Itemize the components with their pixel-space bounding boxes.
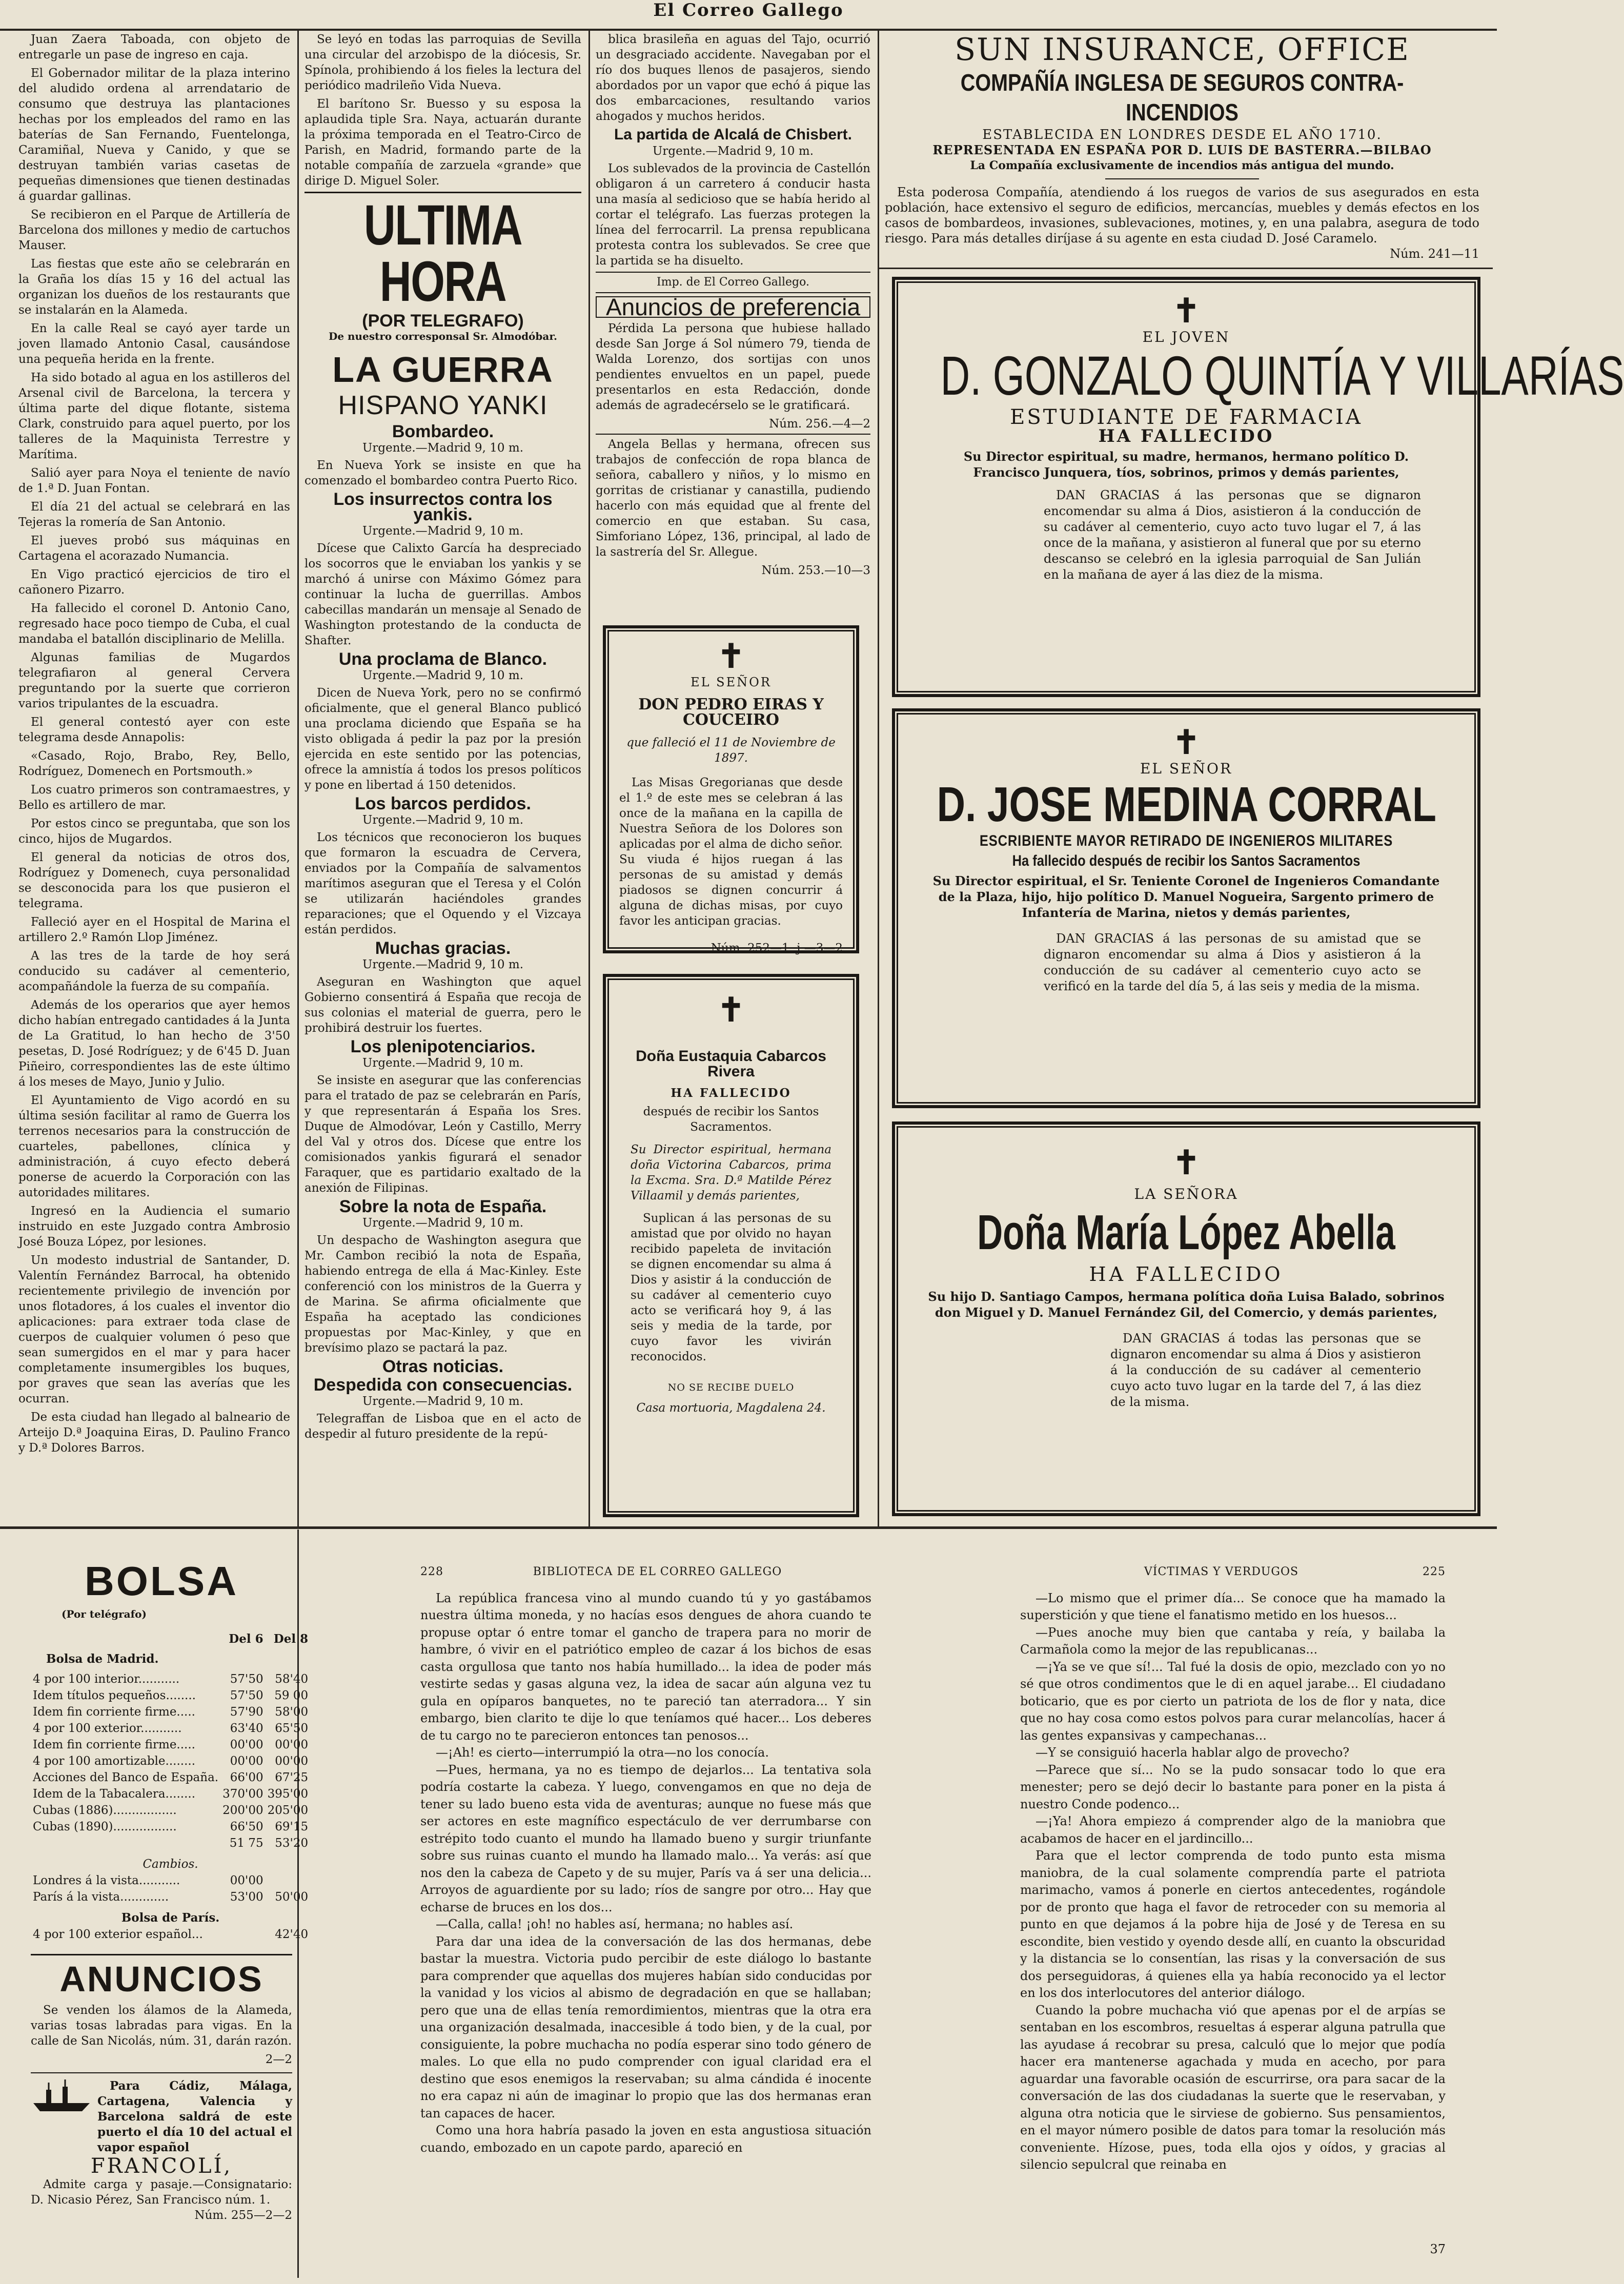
novel-paragraph: —Pues anoche muy bien que cantaba y reía, y bailaba la Carmañola como la mejor de las republicanas...: [1020, 1625, 1446, 1657]
hispano-yanki-heading: HISPANO YANKI: [338, 391, 548, 420]
novel-left-page-number: 228: [420, 1565, 443, 1578]
bolsa-paris: Bolsa de París.: [121, 1911, 220, 1925]
ship-icon: [31, 2078, 92, 2114]
rule: [878, 268, 1493, 269]
ultima-hora-heading: ULTIMA HORA: [363, 194, 522, 313]
bolsa-label: 4 por 100 exterior...........: [33, 1722, 182, 1735]
cabarcos-casa: Casa mortuoria, Magdalena 24.: [636, 1401, 826, 1415]
bolsa-label: Acciones del Banco de España.: [33, 1771, 219, 1784]
table-row: [31, 1720, 310, 1737]
novel-paragraph: —Y se consiguió hacerla hablar algo de provecho?: [1036, 1745, 1350, 1760]
lopez-name: Doña María López Abella: [977, 1205, 1395, 1260]
bolsa-value: 59 00: [274, 1689, 309, 1702]
la-guerra-heading: LA GUERRA: [332, 350, 554, 390]
alcala-heading: La partida de Alcalá de Chisbert.: [614, 126, 852, 143]
novel-page-left: [420, 1563, 871, 2266]
masthead: El Correo Gallego: [653, 0, 844, 21]
compania-title: COMPAÑÍA INGLESA DE SEGUROS CONTRA-INCENDIOS: [960, 69, 1404, 126]
table-row: [31, 1802, 310, 1819]
obituary-eiras: [603, 625, 859, 953]
bolsa-value: 67'25: [275, 1771, 309, 1784]
section-body: Dícese que Calixto García ha despreciado los socorros que le enviaban los yankis y se marchó á unirse con Máximo Gómez para continuar la lucha de guerrillas. Ambos cabecillas mandarán un mensaje al Senado de Washington protestando de la conducta de Shafter.: [304, 542, 581, 647]
anuncios-ship-name: FRANCOLÍ,: [90, 2154, 233, 2178]
bolsa-header: Del 8: [273, 1632, 309, 1646]
bolsa-cambios: Cambios.: [143, 1858, 198, 1871]
news-paragraph: El jueves probó sus máquinas en Cartagena el acorazado Numancia.: [18, 534, 290, 563]
sun-title: SUN INSURANCE, OFFICE: [955, 32, 1410, 68]
section-dateline: Urgente.—Madrid 9, 10 m.: [362, 1216, 523, 1230]
news-paragraph: A las tres de la tarde de hoy será conducido su cadáver al cementerio, acompañándole la fuerza de su compañía.: [18, 949, 290, 993]
bolsa-label: Cubas (1890).................: [33, 1820, 177, 1833]
section-heading: Despedida con consecuencias.: [313, 1375, 573, 1395]
news-paragraph: Salió ayer para Noya el teniente de navío de 1.ª D. Juan Fontan.: [18, 466, 290, 495]
news-paragraph: Ha sido botado al agua en los astilleros del Arsenal civil de Barcelona, la tercera y última parte del dique flotante, sistema Clark, construido para aquel puerto, por los talleres de la Maquinista Terrestre y Marítima.: [18, 371, 290, 461]
section-body: Los técnicos que reconocieron los buques que formaron la escuadra de Cervera, enviados por la Compañía de salvamentos marítimos aseguran que el Teresa y el Colón se utilizarán haciéndoles grandes reparaciones; que el Oquendo y el Vizcaya están perdidos.: [304, 831, 581, 936]
bolsa-value: 66'50: [230, 1820, 263, 1833]
table-row: [31, 1889, 310, 1905]
bolsa-value: 00'00: [275, 1755, 309, 1768]
quintia-el-joven: EL JOVEN: [1142, 329, 1230, 345]
news-paragraph: El general contestó ayer con este telegrama desde Annapolis:: [18, 716, 290, 744]
bolsa-label: Idem títulos pequeños........: [33, 1689, 196, 1702]
section-heading: Una proclama de Blanco.: [338, 649, 547, 669]
bolsa-value: 57'50: [230, 1689, 263, 1702]
novel-right-header: VÍCTIMAS Y VERDUGOS: [1144, 1565, 1299, 1578]
section-dateline: Urgente.—Madrid 9, 10 m.: [362, 669, 523, 682]
section-body: Un despacho de Washington asegura que Mr. Cambon recibió la nota de España, habiendo entrega de ella á Mac-Kinley. Este conferenció con los ministros de la Guerra y de Marina. Se afirma oficialmente que España ha aceptado las condiciones propuestas por Mac-Kinley, y que en brevísimo plazo se pactará la paz.: [304, 1234, 581, 1355]
novel-page-right: [1020, 1563, 1446, 2276]
bolsa-value: 57'50: [230, 1673, 263, 1686]
obituary-lopez: [892, 1121, 1480, 1516]
bolsa-value: 58'00: [275, 1705, 309, 1719]
bolsa-value: 00'00: [275, 1738, 309, 1751]
section-heading: Sobre la nota de España.: [339, 1197, 547, 1216]
section-heading: Bombardeo.: [392, 422, 494, 441]
novel-paragraph: Cuando la pobre muchacha vió que apenas por el de arpías se sentaban en los escombros, resueltas á esperar alguna patrulla que las ayudase á recobrar su presa, calculó que lo mejor que podía hacer era mantenerse agachada y muda en acecho, por para aguardar una favorable ocasión de escurrirse, ora para sacar de la conversación de las dos ciudadanas la suerte que le reservaban, y alguna otra noticia que le sirviese de gobierno. Sus pensamientos, en el mayor número posible de datos para tomar la resolución más conveniente. Hízose, pues, toda ella ojos y oídos, y gracias al silencio sepulcral que reinaba en: [1020, 2003, 1446, 2172]
cross-icon: ✝: [1172, 292, 1200, 330]
cabarcos-fallecido: HA FALLECIDO: [671, 1086, 791, 1100]
eiras-title: EL SEÑOR: [691, 675, 772, 689]
bolsa-label: Londres á la vista...........: [33, 1874, 180, 1887]
bolsa-value: 69'15: [275, 1820, 309, 1833]
cabarcos-body: Suplican á las personas de su amistad que por olvido no hayan recibido papeleta de invitación se dignen encomendar su alma á Dios y asistir á la conducción de su cadáver al cementerio cuyo acto se verificará hoy 9, á las seis y media de la tarde, por cuyo favor les vivirán reconocidos.: [631, 1212, 831, 1363]
cross-icon: ✝: [717, 991, 745, 1029]
bolsa-value: 00'00: [230, 1755, 263, 1768]
anuncios-venta-number: 2—2: [265, 2053, 292, 2066]
medina-escribiente: ESCRIBIENTE MAYOR RETIRADO DE INGENIEROS MILITARES: [979, 832, 1393, 849]
bolsa-value: 58'40: [275, 1673, 309, 1686]
table-row: [31, 1786, 310, 1802]
section-body: En Nueva York se insiste en que ha comenzado el bombardeo contra Puerto Rico.: [304, 459, 581, 487]
news-paragraph: Por estos cinco se preguntaba, que son los cinco, hijos de Mugardos.: [18, 817, 290, 846]
sun-insurance-ad: [885, 32, 1479, 273]
section-body: Telegraffan de Lisboa que en el acto de despedir al futuro presidente de la repú-: [304, 1412, 581, 1441]
section-dateline: Urgente.—Madrid 9, 10 m.: [362, 524, 523, 538]
novel-paragraph: —Pues, hermana, ya no es tiempo de dejarlos... La tentativa sola podría costarte la cabeza. Y luego, convengamos en que no deja de tener su lado bueno esta vida de aventuras; aunque no fuese más que ser actores en este magnífico espectáculo de ver derrumbarse con estrépito todo cuanto el mundo ha llamado bueno y surgir triunfante sobre sus ruinas cuanto el mundo ha llamado malo... Ya verás: así que nos den la cabeza de Capeto y de su mujer, París va á ser una delicia... Arroyos de aguardiente por su lado; ríos de sangre por otro... Hay que echarse de bruces en los dos...: [420, 1762, 871, 1914]
news-paragraph: Las fiestas que este año se celebrarán en la Graña los días 15 y 16 del actual las organizan los dueños de los restaurants que se instalarán en la Alameda.: [18, 257, 290, 317]
exclusivamente: La Compañía exclusivamente de incendios más antigua del mundo.: [970, 159, 1394, 172]
novel-paragraph: —Lo mismo que el primer día... Se conoce que ha mamado la superstición y que tiene el fanatismo metido en los huesos...: [1020, 1590, 1446, 1622]
quintia-name: D. GONZALO QUINTÍA Y VILLARÍAS: [940, 344, 1624, 406]
section-dateline: Urgente.—Madrid 9, 10 m.: [362, 1395, 523, 1408]
eiras-name: DON PEDRO EIRAS Y COUCEIRO: [638, 696, 824, 729]
bolsa-section: [31, 1558, 309, 2276]
cabarcos-after: después de recibir los Santos Sacramentos.: [643, 1105, 819, 1134]
imprenta: Imp. de El Correo Gallego.: [657, 276, 809, 289]
novel-paragraph: Para que el lector comprenda de todo punto esta misma maniobra, de la cual solamente comprendía parte el patriota marimacho, vamos á ponerle en ciertos antecedentes, rogándole por de pronto que haga el favor de retroceder con su memoria al punto en que dejamos á la pobre hija de José y de Teresa en su escondite, bien vestido y oyendo desde allí, en cuanto la obscuridad y la distancia se lo consentían, las risas y la conversación de sus dos perseguidoras, á quienes ella ya había reconocido ya el lector en los dos interlocutores del anterior diálogo.: [1020, 1848, 1446, 2000]
news-paragraph: Un modesto industrial de Santander, D. Valentín Fernández Barrocal, ha obtenido recientemente privilegio de invención por unos flotadores, á los cuales el inventor dio aplicaciones: para extraer toda clase de cuerpos de cualquier volumen ó peso que sean sumergidos en el mar y para hacer completamente insumergibles los buques, por graves que sean las averías que les ocurran.: [18, 1254, 290, 1405]
section-heading: Otras noticias.: [382, 1357, 504, 1376]
lopez-la-senora: LA SEÑORA: [1134, 1186, 1239, 1202]
news-paragraph: «Casado, Rojo, Brabo, Rey, Bello, Rodríguez, Domenech en Portsmouth.»: [18, 749, 290, 778]
anuncios-venta: Se venden los álamos de la Alameda, varias tosas labradas para vigas. En la calle de San Nicolás, núm. 31, darán razón.: [31, 2004, 292, 2048]
bolsa-value: [220, 1926, 266, 1943]
bolsa-label: 4 por 100 interior...........: [33, 1673, 180, 1686]
section-body: Aseguran en Washington que aquel Gobierno consentirá á España que recoja de sus colonias el material de guerra, pero le prohibirá destruir los fuertes.: [304, 975, 581, 1035]
cabarcos-name: Doña Eustaquia Cabarcos Rivera: [636, 1048, 826, 1080]
news-paragraph: Juan Zaera Taboada, con objeto de entregarle un pase de ingreso en caja.: [18, 33, 290, 62]
bolsa-value: 57'90: [230, 1705, 263, 1719]
bolsa-label: Idem fin corriente firme.....: [33, 1705, 195, 1719]
news-paragraph: Se leyó en todas las parroquias de Sevilla una circular del arzobispo de la diócesis, Sr. Spínola, prohibiendo á los fieles la lectura del periódico madrileño Vida Nueva.: [304, 33, 581, 92]
obituary-medina: [892, 708, 1480, 1108]
news-paragraph: El Ayuntamiento de Vigo acordó en su última sesión facilitar al ramo de Guerra los terrenos necesarios para la construcción de cuarteles, pabellones, clínica y administración, á cuyo efecto deberá ponerse de acuerdo la Corporación con las autoridades militares.: [18, 1094, 290, 1199]
news-paragraph: En Vigo practicó ejercicios de tiro el cañonero Pizarro.: [18, 568, 290, 597]
eiras-died: que falleció el 11 de Noviembre de 1897.: [626, 736, 836, 765]
bolsa-label: 4 por 100 exterior español...: [33, 1928, 203, 1941]
medina-family: Su Director espiritual, el Sr. Teniente Coronel de Ingenieros Comandante de la Plaza, hijo, hijo político D. Manuel Nogueira, Sargento primero de Infantería de Marina, nietos y demás parientes,: [932, 873, 1440, 920]
table-row: [31, 1687, 310, 1704]
cabarcos-family: Su Director espiritual, hermana doña Victorina Cabarcos, prima la Excma. Sra. D.ª Matilde Pérez Villaamil y demás parientes,: [631, 1143, 831, 1202]
angela-number: Núm. 253.—10—3: [761, 564, 870, 577]
alcala-body: Los sublevados de la provincia de Castellón obligaron á un carretero á conducir hasta una masía al sedicioso que se había herido al cortar el telégrafo. Las fuerzas protegen la línea del ferrocarril. La prensa republicana protesta contra los sublevados. Se cree que la partida se ha disuelto.: [596, 162, 870, 268]
column-rule-2: [588, 31, 590, 1527]
bolsa-header: Del 6: [229, 1632, 263, 1646]
bolsa-value: 50'00: [275, 1890, 309, 1904]
quintia-fallecido: HA FALLECIDO: [1098, 426, 1274, 446]
bolsa-value: 65'50: [275, 1722, 309, 1735]
bolsa-value: 66'00: [230, 1771, 263, 1784]
lopez-fallecido: HA FALLECIDO: [1089, 1263, 1284, 1286]
table-row: [31, 1819, 310, 1835]
table-row: [31, 1835, 310, 1851]
novel-left-header: BIBLIOTECA DE EL CORREO GALLEGO: [533, 1565, 782, 1578]
section-body: Se insiste en asegurar que las conferencias para el tratado de paz se celebrarán en París, y que representarán á España los Sres. Duque de Almodóvar, León y Castillo, Merry del Val y otros dos. Dícese que entre los comisionados yankis figurará el senador Faraquer, que es partidario exaltado de la anexión de Filipinas.: [304, 1074, 581, 1195]
alcala-date: Urgente.—Madrid 9, 10 m.: [652, 145, 814, 158]
table-row: [31, 1737, 310, 1753]
lopez-family: Su hijo D. Santiago Campos, hermana política doña Luisa Balado, sobrinos don Miguel y D. Manuel Fernández Gil, del Comercio, y demás parientes,: [928, 1289, 1445, 1320]
table-row: [31, 1926, 310, 1943]
bolsa-value: 395'00: [267, 1787, 309, 1801]
medina-fallecido: Ha fallecido después de recibir los Santos Sacramentos: [1012, 852, 1361, 869]
news-paragraph: Los cuatro primeros son contramaestres, y Bello es artillero de mar.: [18, 783, 290, 812]
bolsa-label: Cubas (1886).................: [33, 1804, 177, 1817]
cross-icon: ✝: [1172, 1144, 1200, 1182]
table-row: [31, 1671, 310, 1687]
novel-paragraph: —¡Ah! es cierto—interrumpió la otra—no los conocía.: [436, 1745, 769, 1760]
lopez-body: DAN GRACIAS á todas las personas que se dignaron encomendar su alma á Dios y asistieron á la conducción de su cadáver al cementerio cuyo acto tuvo lugar en la tarde del 7, á las diez de la misma.: [1110, 1331, 1421, 1409]
novel-right-footer-number: 37: [1430, 2241, 1446, 2256]
medina-name: D. JOSE MEDINA CORRAL: [937, 777, 1436, 832]
bolsa-label: Idem de la Tabacalera........: [33, 1787, 196, 1801]
quintia-family: Su Director espiritual, su madre, hermanos, hermano político D. Francisco Junquera, tíos, sobrinos, primos y demás parientes,: [963, 449, 1409, 480]
eiras-number: Núm. 252—1. j.—3—2: [710, 942, 843, 955]
bolsa-title: BOLSA: [85, 1558, 238, 1604]
bolsa-label: Idem fin corriente firme.....: [33, 1738, 195, 1751]
table-row: [31, 1704, 310, 1720]
section-dateline: Urgente.—Madrid 9, 10 m.: [362, 1056, 523, 1070]
section-dateline: Urgente.—Madrid 9, 10 m.: [362, 813, 523, 827]
anuncios-ship-body: Admite carga y pasaje.—Consignatario: D. Nicasio Pérez, San Francisco núm. 1.: [31, 2178, 292, 2207]
section-dateline: Urgente.—Madrid 9, 10 m.: [362, 958, 523, 971]
anuncios-title: ANUNCIOS: [59, 1959, 263, 1999]
novel-paragraph: —Parece que sí... No se la pudo sonsacar todo lo que era menester; pero se dejó decir lo bastante para poner en la pista á nuestro Conde podenco...: [1020, 1762, 1446, 1811]
cabarcos-no-duelo: NO SE RECIBE DUELO: [667, 1382, 795, 1393]
anuncios-ship-number: Núm. 255—2—2: [194, 2209, 292, 2222]
bolsa-telegrafo: (Por telégrafo): [62, 1608, 147, 1620]
brasil-text: blica brasileña en aguas del Tajo, ocurrió un desgraciado accidente. Navegaban por el río dos buques llenos de pasajeros, siendo abordados por un vapor que echó á pique las dos embarcaciones, resultando varios ahogados y muchos heridos.: [596, 33, 870, 123]
bolsa-value: 63'40: [230, 1722, 263, 1735]
bolsa-label: [31, 1835, 220, 1851]
news-paragraph: Falleció ayer en el Hospital de Marina el artillero 2.º Ramón Llop Jiménez.: [18, 915, 290, 944]
anuncios-preferencia-heading: Anuncios de preferencia: [596, 296, 870, 318]
cross-icon: ✝: [1172, 723, 1200, 762]
perdida-number: Núm. 256.—4—2: [769, 417, 870, 431]
news-paragraph: El general da noticias de otros dos, Rodríguez y Domenech, cuya personalidad se desconocida para los que pusieron el telegrama.: [18, 851, 290, 910]
angela-notice: Angela Bellas y hermana, ofrecen sus trabajos de confección de ropa blanca de señora, caballero y niños, y lo mismo en gorritas de cristianar y canastilla, pudiendo hacerlo con más equidad que al frente del comercio en que estaban. Su casa, Simforiano López, 136, principal, al lado de la sastrería del Sr. Allegue.: [596, 438, 870, 559]
perdida-notice: Pérdida La persona que hubiese hallado desde San Jorge á Sol número 79, tienda de Walda Lorenzo, dos sortijas con unos pendientes envueltos en un papel, puede presentarlos en esta Redacción, donde además de agradecérselo se le gratificará.: [596, 322, 870, 412]
cross-icon: ✝: [717, 637, 745, 676]
sun-number: Núm. 241—11: [1390, 247, 1479, 261]
bolsa-value: 42'40: [275, 1928, 309, 1941]
news-paragraph: Ha fallecido el coronel D. Antonio Cano, regresado hace poco tiempo de Cuba, el cual mandaba el batallón disciplinario de Melilla.: [18, 602, 290, 646]
news-paragraph: El Gobernador militar de la plaza interino del aludido ordena al arrendatario de consumo que destruya las plantaciones hechas por los empleados del ramo en las baterías de San Fernando, Fuentelonga, Caramiñal, Nueva y Canido, y que se destruyan también varias casetas de pequeñas dimensiones que tienen destinadas á guardar gallinas.: [18, 67, 290, 203]
news-paragraph: Algunas familias de Mugardos telegrafiaron al general Cervera preguntando por la suerte que corrieron varios tripulantes de la escuadra.: [18, 651, 290, 710]
bolsa-value: 53'00: [230, 1890, 263, 1904]
news-paragraph: De esta ciudad han llegado al balneario de Arteijo D.ª Joaquina Eiras, D. Paulino Franco y D.ª Dolores Barros.: [18, 1411, 290, 1455]
quintia-estudiante: ESTUDIANTE DE FARMACIA: [1010, 405, 1363, 429]
corresponsal: De nuestro corresponsal Sr. Almodóbar.: [328, 330, 557, 342]
establecida: ESTABLECIDA EN LONDRES DESDE EL AÑO 1710.: [982, 127, 1382, 142]
por-telegrafo: (POR TELEGRAFO): [362, 311, 524, 331]
news-paragraph: El barítono Sr. Buesso y su esposa la aplaudida tiple Sra. Naya, actuarán durante la próxima temporada en el Teatro-Circo de Parish, en Madrid, formando parte de la notable compañía de zarzuela «grande» que dirige D. Miguel Soler.: [304, 97, 581, 188]
column-ultima-hora: [304, 32, 581, 1524]
bolsa-value: 200'00: [222, 1804, 263, 1817]
section-dateline: Urgente.—Madrid 9, 10 m.: [362, 441, 523, 455]
news-paragraph: Se recibieron en el Parque de Artillería de Barcelona dos millones y medio de cartuchos Mauser.: [18, 208, 290, 252]
novel-paragraph: La república francesa vino al mundo cuando tú y yo gastábamos nuestra última moneda, y no hacías esos dengues de ahora cuando te propuse optar ó entre tomar el gancho de trapera para no morir de hambre, ó vivir en el patriótico empleo de cazar á los bichos de esas casta orgullosa que tanto nos había humillado... la idea de poder más vestirte sedas y gasas alguna vez, la idea de sacar aún alguna vez tu gula en opíparos banquetes, no te pareció tan aterradora... Y sin embargo, bien clarito te dije lo que teníamos qué hacer... Los deberes de tu cargo no te parecieron entonces tan penosos...: [420, 1590, 871, 1743]
eiras-body: Las Misas Gregorianas que desde el 1.º de este mes se celebran á las once de la mañana en la capilla de Nuestra Señora de los Dolores son aplicadas por el alma de dicho señor. Su viuda é hijos ruegan á las personas de su amistad y demás piadosos se dignen concurrir á alguna de dichas misas, por cuyo favor les anticipan gracias.: [619, 776, 843, 928]
section-heading: Los insurrectos contra los yankis.: [333, 490, 553, 524]
table-row: [31, 1769, 310, 1786]
bolsa-madrid: Bolsa de Madrid.: [46, 1652, 159, 1666]
section-heading: Los plenipotenciarios.: [350, 1037, 536, 1056]
section-body: Dicen de Nueva York, pero no se confirmó oficialmente, que el general Blanco publicó una proclama diciendo que España se ha visto obligada á pedir la paz por la presión ejercida en este sentido por las potencias, ofrece la amnistía á todos los presos políticos y pone en libertad á 150 detenidos.: [304, 686, 581, 792]
bolsa-value: 53'20: [275, 1837, 309, 1850]
novel-right-page-number: 225: [1423, 1565, 1446, 1578]
bolsa-value: 370'00: [222, 1787, 263, 1801]
bolsa-value: 51 75: [229, 1837, 263, 1850]
bolsa-value: [266, 1872, 311, 1889]
novel-paragraph: —Calla, calla! ¡oh! no hables así, hermana; no hables así.: [436, 1917, 794, 1931]
bolsa-value: 205'00: [267, 1804, 309, 1817]
medina-el-senor: EL SEÑOR: [1140, 760, 1233, 777]
novel-paragraph: —¡Ya! Ahora empiezo á comprender algo de la maniobra que acabamos de hacer en el jardincillo...: [1020, 1814, 1446, 1846]
masthead-rule: [0, 29, 1497, 31]
column-rule-1: [297, 31, 299, 1527]
representada: REPRESENTADA EN ESPAÑA POR D. LUIS DE BASTERRA.—BILBAO: [932, 142, 1432, 157]
novel-paragraph: Como una hora habría pasado la joven en esta angustiosa situación cuando, embozado en un capote pardo, apareció en: [420, 2123, 871, 2155]
news-paragraph: Además de los operarios que ayer hemos dicho habían entregado cantidades á la Junta de La Gratitud, lo han hecho de 3'50 pesetas, D. José Rodríguez; y de 6'45 D. Juan Piñeiro, correspondientes las de este último á los meses de Mayo, Junio y Julio.: [18, 998, 290, 1089]
table-row: [31, 1872, 310, 1889]
section-heading: Los barcos perdidos.: [355, 794, 531, 813]
section-rule: [0, 1526, 1497, 1529]
novel-paragraph: —¡Ya se ve que sí!... Tal fué la dosis de opio, mezclado con yo no sé que otros condimentos que le di en aquel jarabe... El ciudadano boticario, que es por cierto un patriota de los de flor y nata, dice que no hay cosa como estos polvos para curar melancolías, hacer á las gentes expansivas y campechanas...: [1020, 1659, 1446, 1743]
bolsa-label: 4 por 100 amortizable........: [33, 1755, 196, 1768]
obituary-cabarcos: [603, 974, 859, 1517]
obituary-quintia: [892, 277, 1624, 697]
table-row: [31, 1753, 310, 1769]
anuncios-ship: Para Cádiz, Málaga, Cartagena, Valencia y Barcelona saldrá de este puerto el día 10 del actual el vapor español: [97, 2079, 292, 2154]
news-paragraph: En la calle Real se cayó ayer tarde un joven llamado Antonio Casal, causándose una pequeña herida en la frente.: [18, 322, 290, 366]
bolsa-table: [31, 1631, 310, 1943]
section-heading: Muchas gracias.: [375, 939, 511, 958]
bolsa-label: París á la vista.............: [33, 1890, 169, 1904]
bolsa-value: 00'00: [230, 1874, 263, 1887]
quintia-body: DAN GRACIAS á las personas que se dignaron encomendar su alma á Dios, asistieron á la conducción de su cadáver al cementerio, cuyo acto tuvo lugar el 7, á las once de la mañana, y asistieron al funeral que por su eterno descanso se celebró en la iglesia parroquial de San Julián en la mañana de ayer á las diez de la misma.: [1044, 488, 1421, 582]
sun-body: Esta poderosa Compañía, atendiendo á los ruegos de varios de sus asegurados en esta población, hace extensivo el seguro de edificios, mercancías, muebles y demás efectos en los casos de bombardeos, invasiones, sublevaciones, motines, y, en una palabra, asegura de todo riesgo. Para más detalles diríjase á su agente en esta ciudad D. José Caramelo.: [885, 185, 1479, 246]
column-local-news: [18, 32, 290, 1524]
news-paragraph: Ingresó en la Audiencia el sumario instruido en este Juzgado contra Ambrosio José Bouza López, por lesiones.: [18, 1205, 290, 1249]
novel-paragraph: Para dar una idea de la conversación de las dos hermanas, debe bastar la muestra. Victoria pudo percibir de este diálogo lo bastante para comprender que aquellas dos mujeres habían sido conducidas por la vanidad y los vicios al abismo de degradación en que se hallaban; pero que una de ellas tenía remordimientos, mientras que la otra era una organización desalmada, inaccesible á todo bien, y de la cual, por consiguiente, la pobre muchacha no podía esperar sino todo género de males. Lo que ella no pudo comprender con igual claridad era el destino que esos enemigos la reservaban; su alma cándida é inocente no era capaz ni aún de imaginar lo propio que las dos hermanas eran tan capaces de hacer.: [420, 1934, 871, 2120]
medina-body: DAN GRACIAS á las personas de su amistad que se dignaron encomendar su alma á Dios y asistieron á la conducción de su cadáver al cementerio cuyo acto se verificó en la tarde del día 5, á las seis y media de la misma.: [1044, 931, 1421, 993]
bolsa-value: 00'00: [230, 1738, 263, 1751]
column-rule-3: [878, 31, 879, 1527]
news-paragraph: El día 21 del actual se celebrará en las Tejeras la romería de San Antonio.: [18, 500, 290, 529]
